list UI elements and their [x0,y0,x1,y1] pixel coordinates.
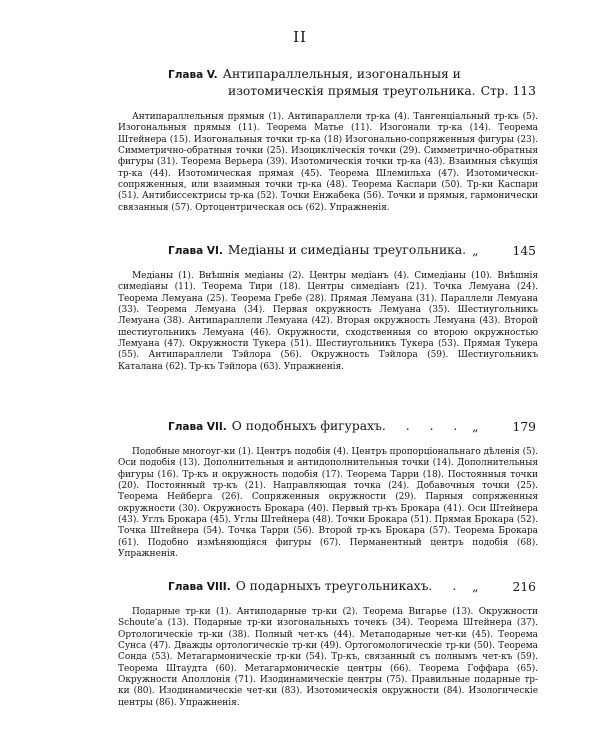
chapter-title: Медіаны и симедіаны треугольника. [227,243,467,257]
chapter-page-ref [472,579,536,595]
chapter-contents [118,112,538,214]
page-prefix: Стр. [480,84,509,98]
chapter-page: 145 [512,244,536,258]
chapter-7 [0,418,600,560]
leader-dots: . . . [405,419,466,433]
chapter-contents [118,447,538,560]
leader-dots: . [452,579,465,593]
ditto-mark: „ [472,244,479,258]
chapter-contents [118,607,538,709]
chapter-page: 216 [512,580,536,594]
ditto-mark: „ [472,580,479,594]
chapter-heading [168,242,536,259]
ditto-mark: „ [472,420,479,434]
chapter-title: О подарныхъ треугольникахъ. [235,579,433,593]
chapter-title: Антипараллельныя, изогональныя и [222,67,461,81]
chapter-page-ref [481,83,536,99]
chapter-6 [0,242,600,373]
chapter-heading [168,66,536,99]
chapter-text: Антипараллельныя прямыя (1). Антипараллели тр-ка (4). Тангенціальный тр-къ (5). Изогональныя прямыя (11). Теорема Матье (11). Изогонали тр-ка (14). Теорема Штейнера (15). Изогональныя точки тр-ка (18) Изогонально-сопряженныя фигуры (23). Симметрично-обратныя точки (25). Изоцикліческія точки (29). Симметрично-обратныя фигуры (31). Теорема Верьера (39). Изотомическія точки тр-ка (43). Взаимныя сѣкущія тр-ка (44). Изотомическая прямая (45). Теорема Шлемильха (47). Изотомически-сопряженныя, или взаимныя точки тр-ка (48). Теорема Каспари (50). Тр-ки Каспари (51). Антибиссектрисы тр-ка (52). Точки Енжабека (56). Точки и прямыя, гармонически связанныя (57). Ортоцентрическая ось (62). Упражненія. [118,112,538,213]
chapter-8 [0,578,600,709]
chapter-text: Подарные тр-ки (1). Антиподарные тр-ки (2). Теорема Вигарье (13). Окружности Schoute'а (13). Подарные тр-ки изогональныхъ точекъ (34). Теорема Штейнера (37). Ортологическіе тр-ки (38). Полный чет-къ (44). Метаподарные чет-ки (45). Теорема Сунса (47). Дважды ортологическіе тр-ки (49). Ортогомологическіе тр-ки (50). Теорема Сонда (53). Метагармоническіе тр-ки (54). Тр-къ, связанный съ полнымъ чет-къ (59). Теорема Штаудта (60). Метагармоническіе центры (66). Теорема Гоффара (65). Окружности Аполлонія (71). Изодинамическіе центры (75). Правильные подарные тр-ки (80). Изодинамическіе чет-ки (83). Изотомическія окружности (84). Изологическіе центры (86). Упражненія. [118,607,538,708]
chapter-label: Глава V. [168,69,218,81]
chapter-label: Глава VI. [168,245,223,257]
chapter-page: 113 [512,84,536,98]
chapter-text: Подобные многоуг-ки (1). Центръ подобія (4). Центръ пропорціональнаго дѣленія (5). Оси подобія (13). Дополнительныя и антидополнительныя точки (14). Дополнительныя фигуры (16). Тр-къ и окружность подобія (17). Теорема Тарри (18). Постоянныя точки (20). Постоянный тр-къ (21). Направляющая точка (24). Добавочныя точки (25). Теорема Нейберга (26). Сопряженныя окружности (29). Парныя сопряженныя окружности (30). Окружность Брокара (40). Первый тр-къ Брокара (41). Оси Штейнера (43). Углъ Брокара (45). Углы Штейнера (48). Точки Брокара (51). Прямая Брокара (52). Точка Штейнера (54). Точка Тарри (56). Второй тр-къ Брокара (57). Теорема Брокара (61). Подобно измѣняющіяся фигуры (67). Перманентный центръ подобія (68). Упражненія. [118,447,538,560]
chapter-heading [168,578,536,595]
chapter-page-ref [472,243,536,259]
chapter-title: О подобныхъ фигурахъ. [231,419,386,433]
chapter-title-line2: изотомическія прямыя треугольника. [228,84,476,98]
chapter-5 [0,66,600,214]
chapter-label: Глава VII. [168,421,227,433]
chapter-page: 179 [512,420,536,434]
chapter-contents [118,271,538,373]
page-number: II [293,28,307,46]
chapter-page-ref [472,419,536,435]
chapter-heading [168,418,536,435]
chapter-text: Медіаны (1). Внѣшнія медіаны (2). Центры медіанъ (4). Симедіаны (10). Внѣшнія симедіаны (11). Теорема Тири (18). Центры симедіанъ (21). Точка Лемуана (24). Теорема Лемуана (25). Теорема Гребе (28). Прямая Лемуана (31). Параллели Лемуана (33). Теорема Лемуана (34). Первая окружность Лемуана (35). Шестиугольникъ Лемуана (38). Антипараллели Лемуана (42). Вторая окружность Лемуана (43). Второй шестиугольникъ Лемуана (46). Окружности, сходственныя со второю окружностью Лемуана (47). Окружности Тукера (51). Шестиугольникъ Тукера (53). Прямая Тукера (55). Антипараллели Тэйлора (56). Окружность Тэйлора (59). Шестиугольникъ Каталана (62). Тр-къ Тэйлора (63). Упражненія. [118,271,538,372]
chapter-label: Глава VIII. [168,581,231,593]
